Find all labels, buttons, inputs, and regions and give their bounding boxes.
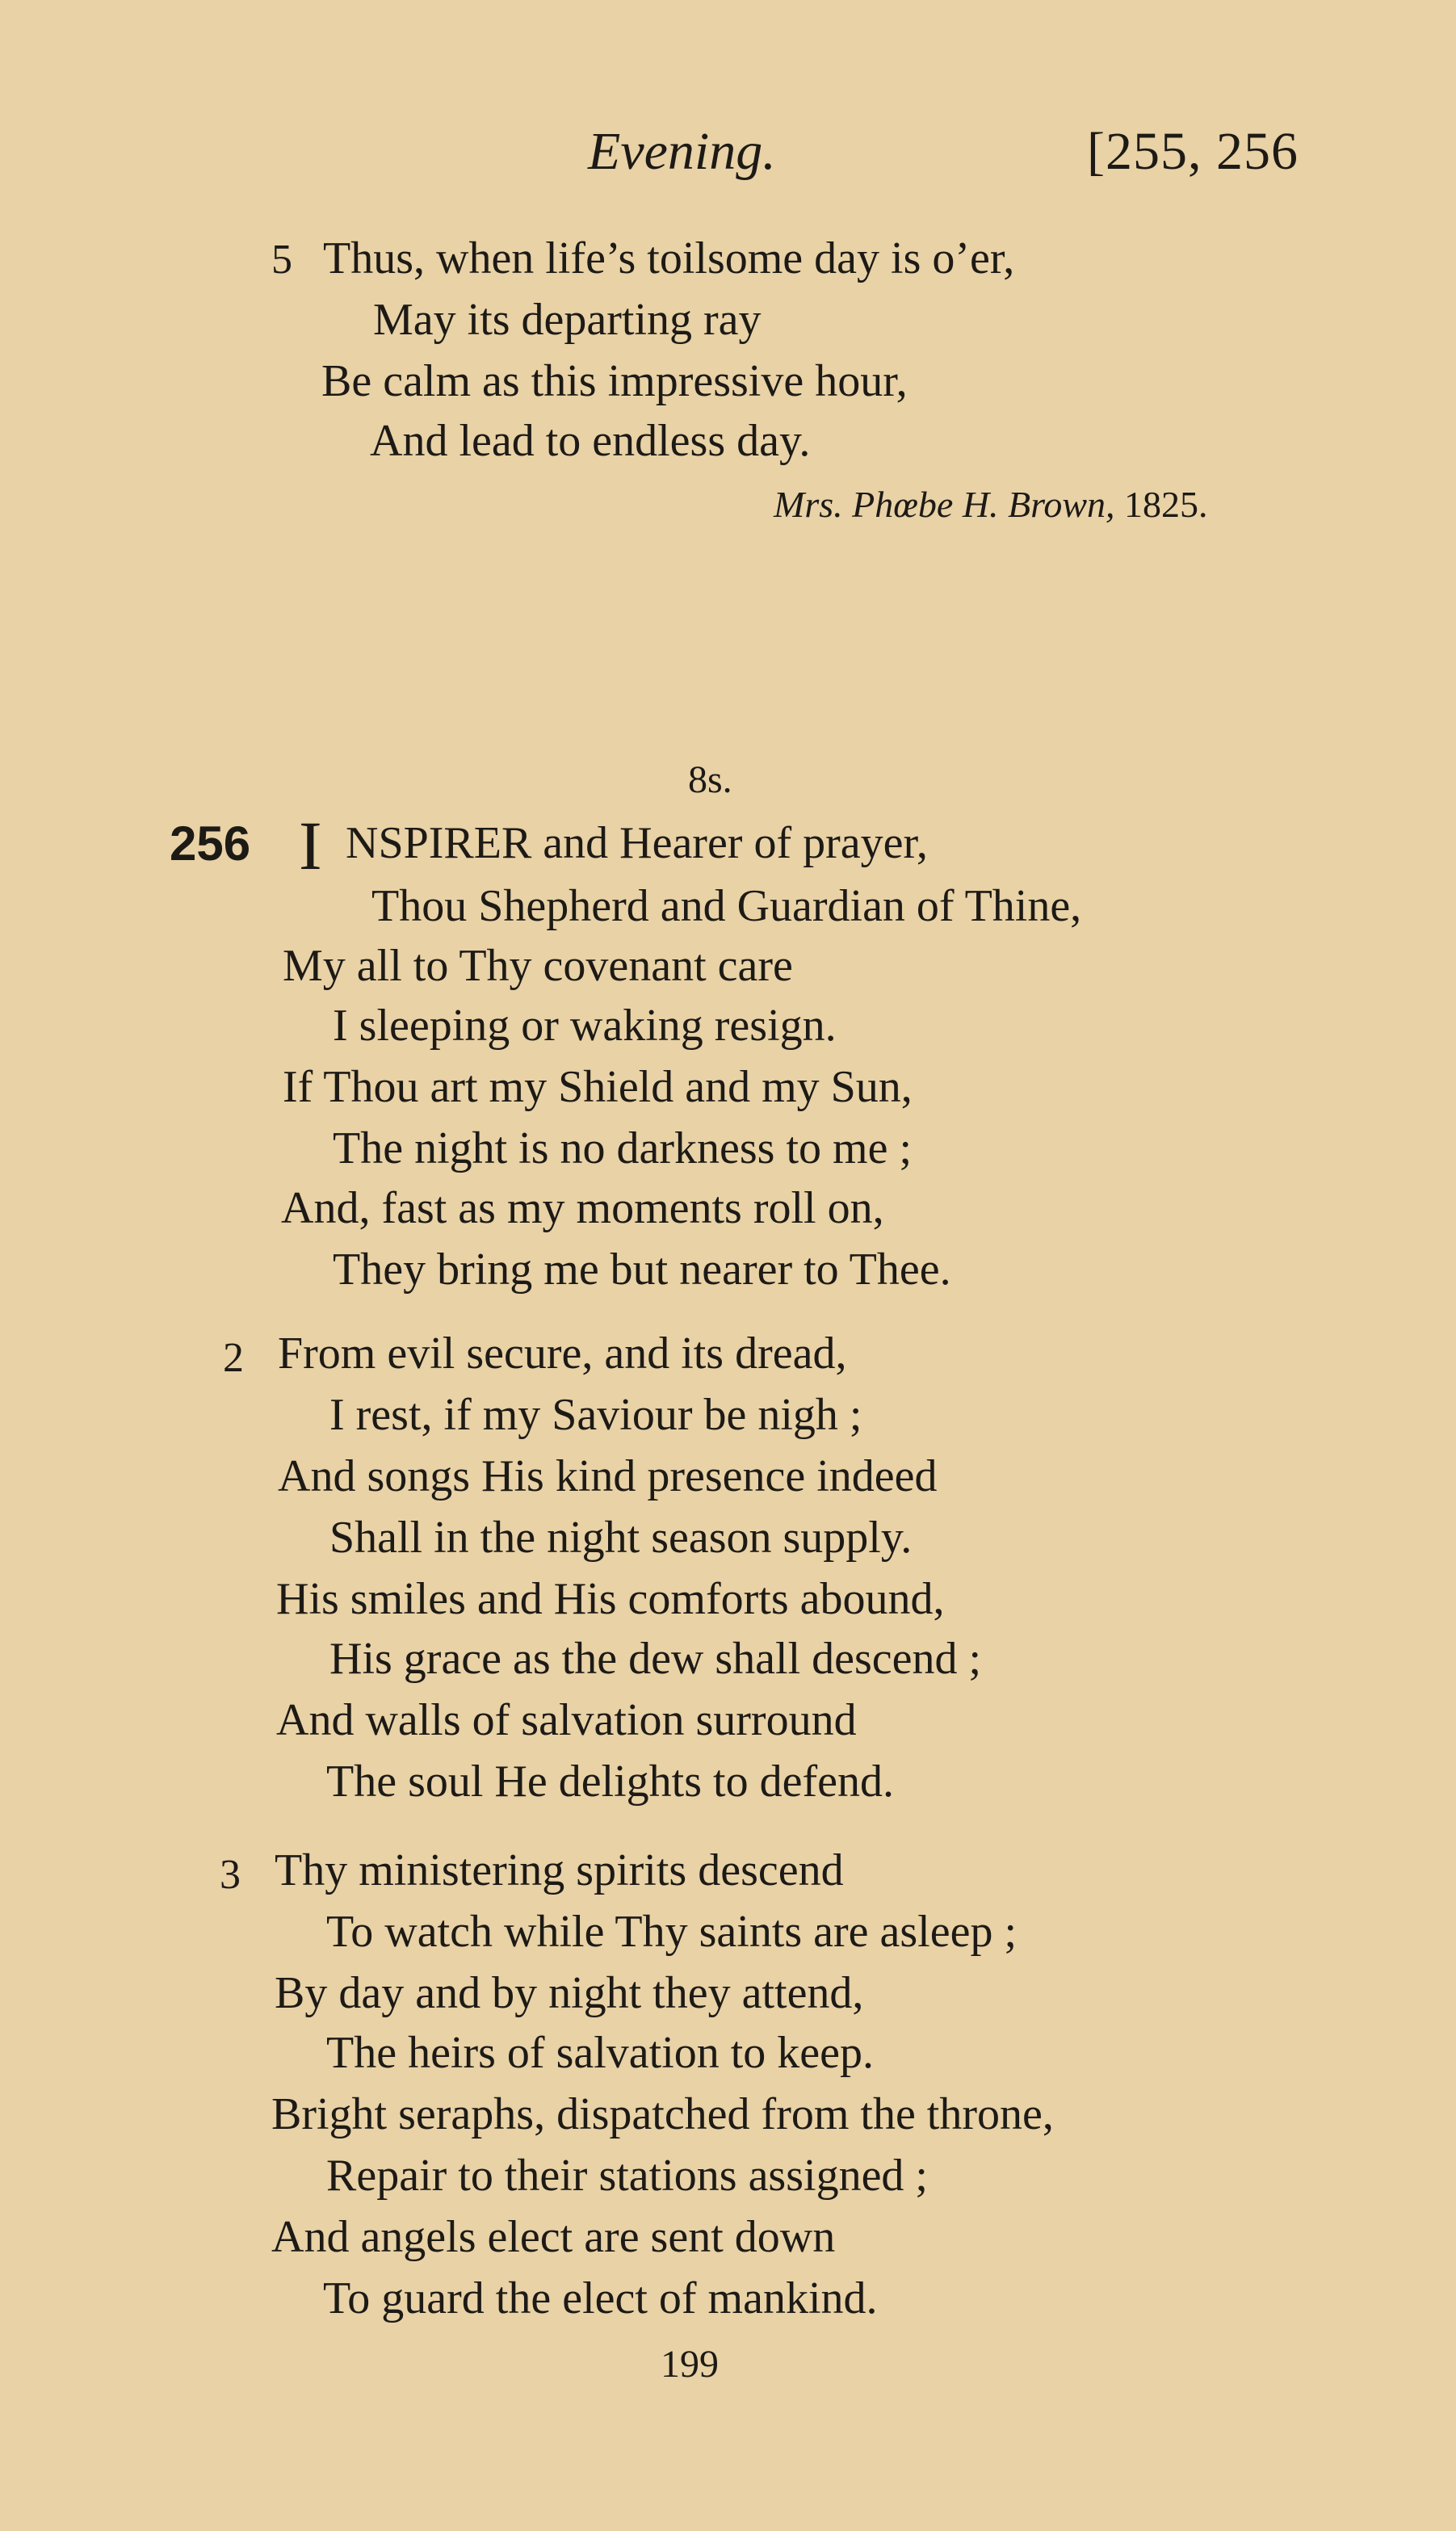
running-title: Evening. — [588, 122, 776, 181]
author-name: Mrs. Phœbe H. Brown, — [774, 484, 1115, 525]
meter-label: 8s. — [688, 758, 732, 801]
verse-line: Bright seraphs, dispatched from the throne, — [271, 2089, 1054, 2139]
verse-line: Thou Shepherd and Guardian of Thine, — [371, 881, 1082, 931]
verse-line: Be calm as this impressive hour, — [321, 356, 908, 406]
verse-line: Shall in the night season supply. — [329, 1513, 913, 1563]
verse-line: Thy ministering spirits descend — [275, 1845, 844, 1895]
verse-line: And lead to endless day. — [370, 416, 811, 466]
verse-line: His smiles and His comforts abound, — [276, 1574, 945, 1624]
verse-line: I sleeping or waking resign. — [333, 1001, 837, 1051]
verse-line: And, fast as my moments roll on, — [281, 1183, 884, 1233]
verse-line: The night is no darkness to me ; — [333, 1123, 913, 1173]
verse-line: To guard the elect of mankind. — [323, 2273, 878, 2323]
verse-line: My all to Thy covenant care — [283, 941, 793, 991]
verse-line: And angels elect are sent down — [271, 2212, 836, 2262]
verse-line: They bring me but nearer to Thee. — [333, 1245, 951, 1295]
verse-line: And walls of salvation surround — [276, 1695, 857, 1745]
author-year: 1825. — [1124, 484, 1208, 525]
verse-line: NSPIRER and Hearer of prayer, — [346, 818, 928, 868]
verse-line: I rest, if my Saviour be nigh ; — [329, 1390, 862, 1440]
verse-line: The soul He delights to defend. — [326, 1757, 894, 1807]
stanza-number: 5 — [271, 237, 292, 283]
page-number: 199 — [661, 2343, 719, 2386]
hymn-attribution — [774, 483, 1208, 526]
verse-line: Thus, when life’s toilsome day is o’er, — [323, 233, 1015, 283]
verse-line: His grace as the dew shall descend ; — [329, 1634, 982, 1684]
verse-line: Repair to their stations assigned ; — [326, 2151, 928, 2201]
verse-line: To watch while Thy saints are asleep ; — [326, 1907, 1018, 1957]
stanza-number: 3 — [220, 1852, 241, 1898]
verse-line: From evil secure, and its dread, — [278, 1328, 847, 1379]
verse-line: If Thou art my Shield and my Sun, — [283, 1062, 913, 1112]
drop-cap: I — [299, 807, 322, 884]
hymn-number: 256 — [170, 816, 251, 871]
verse-line: And songs His kind presence indeed — [278, 1451, 938, 1501]
verse-line: By day and by night they attend, — [275, 1968, 864, 2018]
verse-line: The heirs of salvation to keep. — [326, 2028, 875, 2078]
verse-line: May its departing ray — [373, 295, 762, 345]
stanza-number: 2 — [223, 1335, 244, 1381]
hymn-number-range: [255, 256 — [1087, 122, 1299, 181]
